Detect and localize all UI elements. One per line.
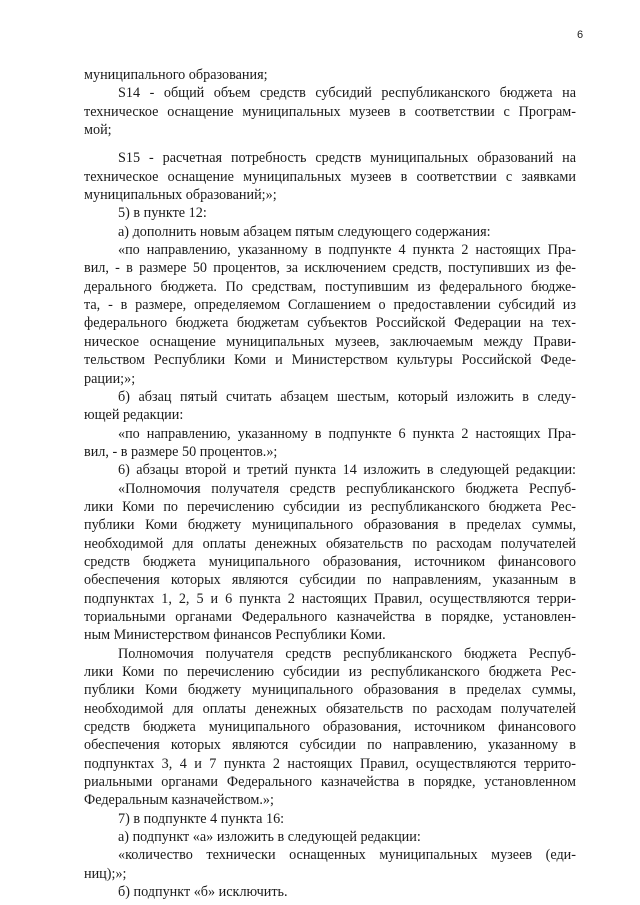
- text-line: ниц);»;: [84, 865, 127, 882]
- text-line: б) абзац пятый считать абзацем шестым, который изложить в следу-: [118, 388, 576, 405]
- text-line: «количество технически оснащенных муниципальных музеев (еди-: [118, 847, 576, 864]
- text-line: дерального бюджета. По средствам, поступившим из федерального бюдже-: [84, 278, 576, 295]
- text-line: 7) в подпункте 4 пункта 16:: [118, 810, 285, 827]
- text-line: ющей редакции:: [84, 407, 184, 424]
- text-line: лики Коми по перечислению субсидии из республиканского бюджета Рес-: [84, 664, 576, 680]
- text-line: 5) в пункте 12:: [118, 205, 207, 222]
- text-line: «Полномочия получателя средств республиканского бюджета Респуб-: [118, 480, 576, 497]
- text-line: S14 - общий объем средств субсидий республиканского бюджета на: [118, 85, 576, 102]
- text-line: обеспечения которых являются субсидии по направлениям, указанным в: [84, 572, 576, 589]
- text-line: мой;: [84, 122, 112, 139]
- text-line: ным Министерством финансов Республики Коми.: [84, 627, 386, 644]
- text-line: публики Коми бюджету муниципального образования в пределах суммы,: [84, 682, 576, 699]
- text-line: 6) абзацы второй и третий пункта 14 изложить в следующей редакции:: [118, 462, 576, 479]
- text-line: техническое оснащение муниципальных музеев в соответствии с заявками: [84, 168, 576, 185]
- text-line: S15 - расчетная потребность средств муниципальных образований на: [118, 150, 576, 167]
- text-line: муниципальных образований;»;: [84, 187, 277, 204]
- text-line: средств бюджета муниципального образования, источником финансового: [84, 719, 576, 736]
- text-line: ническое оснащение муниципальных музеев, заключаемым между Прави-: [84, 333, 576, 350]
- text-line: вил, - в размере 50 процентов.»;: [84, 443, 278, 460]
- text-line: а) дополнить новым абзацем пятым следующего содержания:: [118, 223, 491, 240]
- text-line: муниципального образования;: [84, 67, 268, 83]
- text-line: ториальными органами Федерального казначейства в порядке, установлен-: [84, 608, 576, 625]
- page-number: 6: [577, 29, 584, 41]
- text-line: Федеральным казначейством.»;: [84, 792, 274, 809]
- text-line: вил, - в размере 50 процентов, за исключением средств, поступивших из фе-: [84, 260, 576, 277]
- text-line: подпунктах 3, 4 и 7 пункта 2 настоящих Правил, осуществляются террито-: [84, 755, 576, 772]
- text-line: лики Коми по перечислению субсидии из республиканского бюджета Рес-: [84, 498, 576, 515]
- text-line: публики Коми бюджету муниципального образования в пределах суммы,: [84, 517, 576, 534]
- text-line: средств бюджета муниципального образования, источником финансового: [84, 553, 576, 570]
- text-line: рации;»;: [84, 370, 136, 387]
- text-line: федерального бюджета бюджетам субъектов Российской Федерации на тех-: [84, 315, 576, 332]
- text-line: риальными органами Федерального казначейства в порядке, установленном: [84, 774, 576, 791]
- text-line: обеспечения которых являются субсидии по направлению, указанному в: [84, 737, 576, 754]
- text-line: необходимой для оплаты денежных обязательств по расходам получателей: [84, 535, 576, 552]
- text-line: подпунктах 1, 2, 5 и 6 пункта 2 настоящих Правил, осуществляются терри-: [84, 590, 576, 607]
- document-body: [84, 66, 576, 901]
- text-line: «по направлению, указанному в подпункте 6 пункта 2 настоящих Пра-: [118, 425, 576, 442]
- text-line: «по направлению, указанному в подпункте 4 пункта 2 настоящих Пра-: [118, 242, 576, 259]
- text-line: необходимой для оплаты денежных обязательств по расходам получателей: [84, 700, 576, 717]
- text-line: Полномочия получателя средств республиканского бюджета Респуб-: [118, 645, 576, 662]
- text-line: та, - в размере, определяемом Соглашением о предоставлении субсидий из: [84, 297, 576, 314]
- text-line: а) подпункт «а» изложить в следующей редакции:: [118, 829, 421, 846]
- text-line: техническое оснащение муниципальных музеев в соответствии с Програм-: [84, 103, 576, 120]
- text-line: б) подпункт «б» исключить.: [118, 884, 288, 901]
- text-line: тельством Республики Коми и Министерством культуры Российской Феде-: [84, 352, 576, 369]
